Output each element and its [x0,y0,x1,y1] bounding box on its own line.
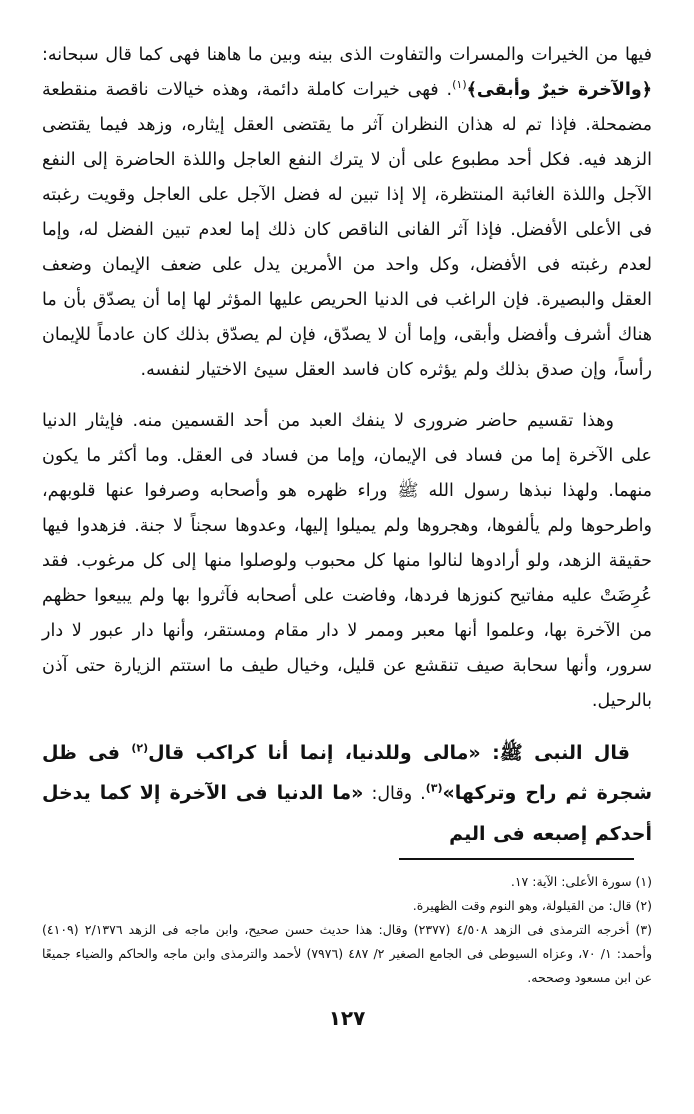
paragraph-3-connector: . وقال: [363,784,426,804]
footnote-ref-1: (١) [452,78,467,92]
hadith-2: «ما الدنيا فى الآخرة إلا كما يدخل أحدكم إصبعه فى اليم [42,782,652,845]
paragraph-1-text-b: . فهى خيرات كاملة دائمة، وهذه خيالات ناقصة منقطعة مضمحلة. فإذا تم له هذان النظران آثر ما يقتضى العقل إيثاره، وزهد فيما يقتضى الزهد فيه. فكل أحد مطبوع على أن لا يترك النفع العاجل واللذة الحاضرة إلى النفع الآجل واللذة الغائبة المنتظرة، إلا إذا تبين له فضل الآجل على العاجل وقويت رغبته فى الأعلى الأفضل. فإذا آثر الفانى الناقص كان ذلك إما لعدم تبين الفضل له، وإما لعدم رغبته فى الأفضل، وكل واحد من الأمرين يدل على ضعف الإيمان وضعف العقل والبصيرة. فإن الراغب فى الدنيا الحريص عليها المؤثر لها إما أن يصدّق بأن ما هناك أشرف وأفضل وأبقى، وإما أن لا يصدّق، فإن لم يصدّق بذلك كان عادماً للإيمان رأساً، وإن صدق بذلك ولم يؤثره كان فاسد العقل سيئ الاختيار لنفسه. [42,80,652,380]
paragraph-3 [42,733,652,854]
footnote-ref-2: (٢) [131,741,149,755]
hadith-1-part-a: «مالى وللدنيا، إنما أنا كراكب قال [148,742,481,764]
paragraph-2: وهذا تقسيم حاضر ضرورى لا ينفك العبد من أحد القسمين منه. فإيثار الدنيا على الآخرة إما من فساد فى الإيمان، وإما من فساد فى العقل. وما أكثر ما يكون منهما. ولهذا نبذها رسول الله ﷺ وراء ظهره هو وأصحابه وصرفوا عنها قلوبهم، واطرحوها ولم يألفوها، وهجروها ولم يميلوا إليها، وعدوها سجناً لا جنة. فزهدوا فيها حقيقة الزهد، ولو أرادوها لنالوا منها كل محبوب ولوصلوا منها إلى كل مرغوب. فقد عُرِضَتْ عليه مفاتيح كنوزها فردها، وفاضت على أصحابه فآثروا بها ولم يبيعوا حظهم من الآخرة بها، وعلموا أنها معبر وممر لا دار مقام ومستقر، وأنها دار عبور لا دار سرور، وأنها سحابة صيف تنقشع عن قليل، وخيال طيف ما استتم الزيارة حتى آذن بالرحيل. [42,411,652,711]
footnotes [42,870,652,990]
footnote-ref-3: (٣) [425,781,443,795]
page-number: ١٢٧ [328,1006,366,1030]
paragraph-1-text-a: فيها من الخيرات والمسرات والتفاوت الذى بينه وبين ما هاهنا فهى كما قال سبحانه: [42,45,652,65]
paragraph-3-lead: قال النبى ﷺ: [480,742,630,764]
footnote-divider [399,858,634,860]
hadith-1-part-b: فى ظل شجرة ثم راح وتركها» [42,742,653,804]
paragraph-1 [42,38,652,388]
quran-quote: ﴿والآخرة خيرٌ وأبقى﴾ [466,80,653,100]
footnote-3: (٣) أخرجه الترمذى فى الزهد ٤/٥٠٨ (٢٣٧٧) وقال: هذا حديث حسن صحيح، وابن ماجه فى الزهد ٢/١٣٧٦ (٤١٠٩) وأحمد: ١/ ٧٠، وعزاه السيوطى فى الجامع الصغير ٢/ ٤٨٧ (٧٩٧٦) لأحمد والترمذى وابن ماجه والحاكم والضياء جميعًا عن ابن مسعود وصححه. [42,922,652,985]
footnote-1: (١) سورة الأعلى: الآية: ١٧. [510,874,652,889]
footnote-2: (٢) قال: من القيلولة، وهو النوم وقت الظهيرة. [412,898,652,913]
page [42,38,652,1114]
